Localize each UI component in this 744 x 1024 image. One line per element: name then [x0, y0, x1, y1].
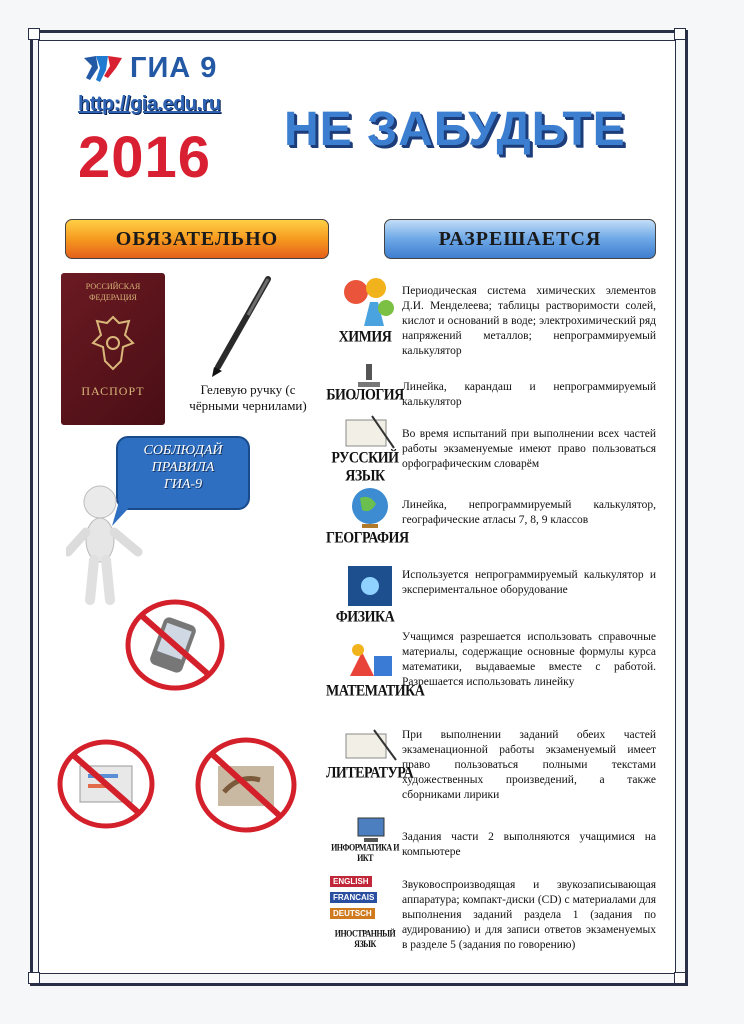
required-banner: ОБЯЗАТЕЛЬНО [65, 219, 329, 259]
pen-caption: Гелевую ручку (с чёрными чернилами) [189, 382, 307, 413]
subject-label: РУССКИЙ ЯЗЫК [331, 449, 399, 486]
microscope-icon [336, 360, 402, 390]
passport-country: РОССИЙСКАЯ ФЕДЕРАЦИЯ [85, 282, 141, 302]
subject-text: Во время испытаний при выполнении всех частей работы экзаменуемые имеют право пользоваться орфографическим словарём [402, 428, 656, 470]
subject-label: ЛИТЕРАТУРА [326, 764, 414, 783]
literature-quill-icon [336, 728, 402, 766]
bubble-line: СОБЛЮДАЙ [143, 443, 223, 458]
gia-url-link[interactable]: http://gia.edu.ru [78, 93, 221, 115]
computer-icon [336, 816, 402, 844]
passport-label: ПАСПОРТ [81, 384, 145, 398]
subject-label: МАТЕМАТИКА [326, 682, 425, 701]
subject-text: Периодическая система химических элементов Д.И. Менделеева; таблицы растворимости солей, кислот и оснований в воде; электрохимический ряд напряжений металлов; непрограммируемый калькулятор [402, 285, 656, 357]
allowed-banner: РАЗРЕШАЕТСЯ [384, 219, 656, 259]
math-shapes-icon [336, 640, 402, 682]
subject-label: ИНФОРМАТИКА И ИКТ [331, 842, 399, 864]
no-copying-icon [194, 736, 298, 834]
frame-corner [674, 972, 686, 984]
no-phone-icon [124, 598, 226, 692]
gia-title: ГИА 9 [130, 52, 218, 84]
subject-text: Линейка, непрограммируемый калькулятор, географические атласы 7, 8, 9 классов [402, 499, 656, 526]
subject-label: ИНОСТРАННЫЙ ЯЗЫК [334, 928, 396, 950]
bubble-line: ПРАВИЛА [151, 460, 215, 475]
subject-text: Линейка, карандаш и непрограммируемый калькулятор [402, 381, 656, 408]
language-flag-french: FRANCAIS [330, 892, 377, 903]
physics-icon [336, 564, 402, 610]
subject-label: ГЕОГРАФИЯ [326, 529, 409, 548]
subject-label: ФИЗИКА [335, 608, 395, 627]
subject-label: ХИМИЯ [338, 328, 392, 347]
frame-corner [28, 28, 40, 40]
person-figure-icon [66, 482, 146, 610]
coat-of-arms-icon [89, 313, 137, 373]
subject-text: Задания части 2 выполняются учащимися на компьютере [402, 831, 656, 858]
frame-corner [28, 972, 40, 984]
subject-text: Звуковоспроизводящая и звукозаписывающая аппаратура; компакт-диски (CD) с материалами для выполнения заданий раздела 1 (задания по аудированию) и для записи ответов экзаменуемых в разделе 5 (задания по говорению) [402, 879, 656, 951]
subject-text: Учащимся разрешается использовать справочные материалы, содержащие основные формулы курса математики, выдаваемые вместе с работой. Разрешается использовать линейку [402, 631, 656, 688]
bubble-line: ГИА-9 [163, 477, 203, 492]
gel-pen-icon [204, 275, 276, 379]
gia-logo-icon [82, 54, 124, 84]
language-flag-german: DEUTSCH [330, 908, 375, 919]
subject-text: Используется непрограммируемый калькулятор и экспериментальное оборудование [402, 569, 656, 596]
subject-text: При выполнении заданий обеих частей экзаменационной работы экзаменуемый имеет право пользоваться полными текстами художественных произведений, а также сборниками лирики [402, 729, 656, 801]
subject-label: БИОЛОГИЯ [326, 386, 404, 405]
no-cheat-notes-icon [56, 738, 156, 830]
globe-icon [336, 484, 402, 532]
headline: НЕ ЗАБУДЬТЕ [284, 103, 626, 156]
year: 2016 [78, 125, 212, 190]
frame-corner [674, 28, 686, 40]
scroll-quill-icon [336, 412, 402, 454]
chemistry-icon [336, 272, 402, 334]
passport-image [61, 273, 165, 425]
language-flag-english: ENGLISH [330, 876, 372, 887]
